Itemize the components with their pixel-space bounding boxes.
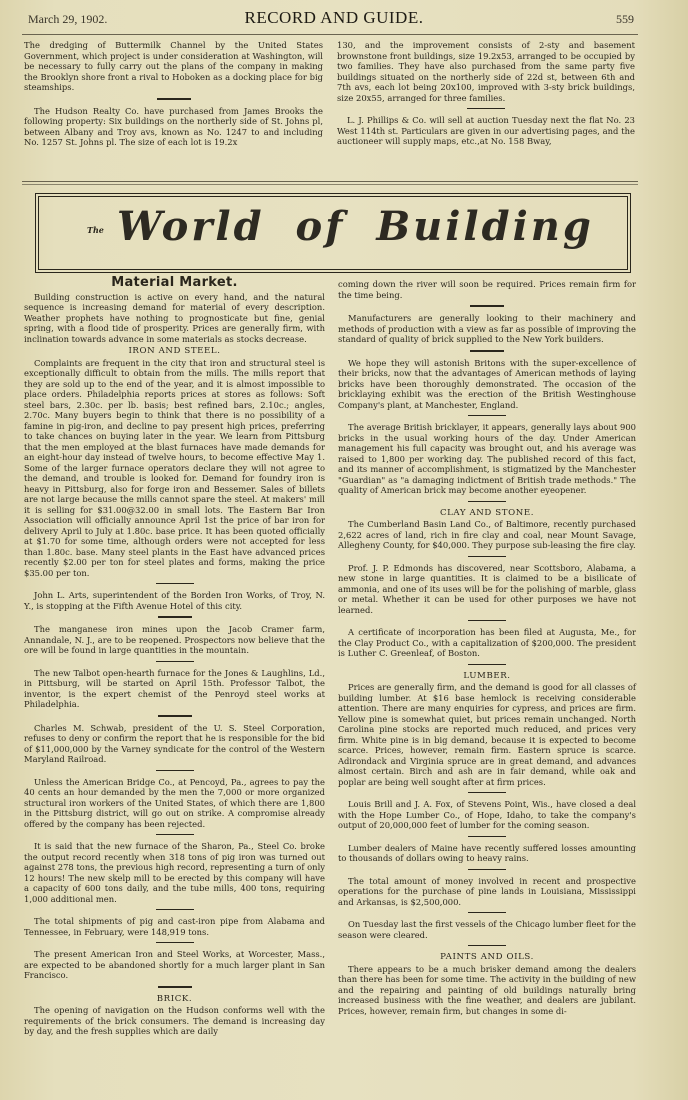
issue-date: March 29, 1902.	[28, 12, 108, 26]
separator	[468, 869, 506, 870]
header-rule	[22, 34, 638, 35]
separator	[467, 108, 505, 109]
separator	[156, 770, 194, 771]
separator	[468, 792, 506, 793]
separator	[156, 909, 194, 910]
separator	[468, 415, 506, 416]
top-left-column	[24, 40, 323, 148]
brick-heading: BRICK.	[156, 993, 193, 1004]
article-hudson-realty: The Hudson Realty Co. have purchased from James Brooks the following property: Six buildings on the northerly side of St. Johns pl, between Albany and Troy avs, known as No. 1247 to and including No. 1257 St. Johns pl. The size of each lot is 19.2x	[24, 105, 323, 147]
material-market-intro: Building construction is active on every hand, and the natural sequence is increasing demand for material of every description. Weather prophets have nothing to prognosticate but fine, genial spring, with a flood tide of prosperity. Prices are generally firm, with inclination towards advance in some materials as stocks decrease.	[24, 291, 325, 344]
brick-paragraph: We hope they will astonish Britons with the super-excellence of their bricks, now that the advantages of American methods of laying bricks have been thoroughly demonstrated. The occasion of the bricklaying exhibit was the erection of the British Westinghouse Company's plant, at Manchester, England.	[338, 357, 636, 410]
clay-paragraph: Prof. J. P. Edmonds has discovered, near Scottsboro, Alabama, a new stone in large quantities. It is claimed to be a bisilicate of ammonia, and one of its uses will be for the polishing of marble, glass or metal. Whether it can be used for other purposes we have not learned.	[338, 562, 636, 615]
brick-paragraph: Manufacturers are generally looking to their machinery and methods of production with a view as far as possible of improving the standard of quality of brick supplied to the New York builders.	[338, 313, 636, 344]
article-buttermilk-channel: The dredging of Buttermilk Channel by the United States Government, which project is under consideration at Washington, will be necessary to fully carry out the plans of the company in making the Brooklyn shore front a rival to Hoboken as a docking place for big steamships.	[24, 40, 323, 92]
article-hudson-realty-cont: 130, and the improvement consists of 2-sty and basement brownstone front buildings, size 19.2x53, arranged to be occupied by two families. They have also purchased from the same party five buildings situated on the northerly side of 22d st, between 6th and 7th avs, each lot being 20x100, improved with 3-sty brick buildings, size 20x55, arranged for three families.	[337, 40, 635, 103]
lumber-paragraph: The total amount of money involved in recent and prospective operations for the purchase of pine lands in Louisiana, Mississippi and Arkansas, is $2,500,000.	[338, 875, 636, 907]
iron-paragraph: The present American Iron and Steel Works, at Worcester, Mass., are expected to be abandoned shortly for a much larger plant in San Francisco.	[24, 949, 325, 980]
iron-paragraph: The manganese iron mines upon the Jacob Cramer farm, Annandale, N. J., are to be reopened. Prospectors now believe that the ore will be found in large quantities in the mountain.	[24, 624, 325, 655]
banner-title: World of Building	[117, 203, 594, 250]
separator	[156, 583, 194, 584]
right-column	[338, 279, 636, 1016]
clay-paragraph: A certificate of incorporation has been filed at Augusta, Me., for the Clay Product Co., with a capitalization of $200,000. The president is Luther C. Greenleaf, of Boston.	[338, 627, 636, 658]
brick-paragraph: The opening of navigation on the Hudson conforms well with the requirements of the brick consumers. The demand is increasing day by day, and the fresh supplies which are daily	[24, 1005, 325, 1036]
clay-stone-heading: CLAY AND STONE.	[439, 507, 535, 518]
separator	[468, 945, 506, 946]
separator	[156, 834, 194, 835]
iron-steel-heading: IRON AND STEEL.	[128, 346, 221, 356]
separator	[156, 942, 194, 943]
top-right-column	[337, 40, 635, 147]
iron-paragraph: John L. Arts, superintendent of the Borden Iron Works, of Troy, N. Y., is stopping at the Fifth Avenue Hotel of this city.	[24, 590, 325, 611]
separator	[470, 305, 504, 307]
material-market-title: Material Market.	[111, 275, 238, 290]
separator	[468, 556, 506, 557]
iron-paragraph: It is said that the new furnace of the Sharon, Pa., Steel Co. broke the output record recently when 318 tons of pig iron was turned out against 278 tons, the previous high record, representing a turn of only 12 hours! The new skelp mill to be erected by this company will have a capacity of 600 tons daily, and the tube mills, 400 tons, requiring 1,000 additional men.	[24, 841, 325, 904]
separator	[157, 98, 191, 100]
separator	[156, 661, 194, 662]
paints-paragraph: There appears to be a much brisker demand among the dealers than there has been for some time. The activity in the building of new and the repairing and painting of old buildings naturally bring increased business with the fine weather, and dealers are jubilant. Prices, however, remain firm, but changes in some di-	[338, 963, 636, 1016]
running-head	[28, 8, 640, 32]
banner-prefix: The	[87, 225, 104, 235]
separator	[468, 836, 506, 837]
separator	[468, 664, 506, 665]
lumber-heading: LUMBER.	[463, 670, 511, 681]
separator	[468, 620, 506, 621]
brick-paragraph: The average British bricklayer, it appears, generally lays about 900 bricks in the usual working hours of the day. Under American management his full capacity was brought out, and his average was raised to 1,800 per working day. The published record of this fact, and its manner of accomplishment, is stigmatized by the Manchester "Guardian" as "a damaging indictment of British trade methods." The quality of American brick may become another eyeopener.	[338, 422, 636, 495]
lumber-paragraph: On Tuesday last the first vessels of the Chicago lumber fleet for the season were cleared.	[338, 919, 636, 940]
lumber-paragraph: Prices are generally firm, and the demand is good for all classes of building lumber. At $16 base hemlock is receiving considerable attention. There are many enquiries for cypress, and prices are firm. Yellow pine is somewhat quiet, but prices remain unchanged. North Carolina pine stocks are reported much reduced, and prices very firm. White pine is in big demand, because it is expected to become scarce. Prices, however, remain firm. Eastern spruce is scarce. Adirondack and Virginia spruce are in great demand, and advances almost certain. Birch and ash are in fair demand, while oak and poplar are being well sought after at firm prices.	[338, 682, 636, 787]
iron-paragraph: The total shipments of pig and cast-iron pipe from Alabama and Tennessee, in February, were 148,919 tons.	[24, 916, 325, 937]
lumber-paragraph: Louis Brill and J. A. Fox, of Stevens Point, Wis., have closed a deal with the Hope Lumber Co., of Hope, Idaho, to take the company's output of 20,000,000 feet of lumber for the coming season.	[338, 799, 636, 830]
separator	[468, 912, 506, 913]
iron-paragraph: Complaints are frequent in the city that iron and structural steel is exceptionally difficult to obtain from the mills. The mills report that they are sold up to the end of the year, and it is almost impossible to place orders. Philadelphia reports prices at stores as follows: Soft steel bars, 2.30c. per lb. basis; best refined bars, 2.10c.; angles, 2.70c. Many buyers begin to think that there is no possibility of a famine in pig-iron, and decline to pay present high prices, preferring to take chances on buying later in the year. We learn from Pittsburg that the men employed at the blast furnaces have made demands for an eight-hour day instead of twelve hours, to become effective May 1. Some of the larger furnace operators declare they will not agree to the demand, and trouble is looked for. Demand for foundry iron is heavy in Pittsburg, also for forge iron and Bessemer. Sales of billets are not large because the mills cannot spare the steel. At makers' mill it is selling for $31.00@32.00 in small lots. The Eastern Bar Iron Association will officially announce April 1st the price of bar iron for delivery April to July at 1.80c. base price. It has been quoted officially at $1.70 for some time, although orders were not accepted for less than 1.80c. base. Many steel plants in the East have advanced prices recently $2.00 per ton for steel plates and forms, making the price $35.00 per ton.	[24, 357, 325, 578]
iron-paragraph: Unless the American Bridge Co., at Pencoyd, Pa., agrees to pay the 40 cents an hour demanded by the men the 7,000 or more organized structural iron workers of the United States, of which there are 1,800 in the Pittsburg district, will go out on strike. A compromise already offered by the company has been rejected.	[24, 776, 325, 829]
separator	[470, 350, 504, 352]
lumber-paragraph: Lumber dealers of Maine have recently suffered losses amounting to thousands of dollars owing to heavy rains.	[338, 842, 636, 863]
clay-paragraph: The Cumberland Basin Land Co., of Baltimore, recently purchased 2,622 acres of land, rich in fire clay and coal, near Mount Savage, Allegheny County, for $40,000. They purpose sub-leasing the fire clay.	[338, 519, 636, 550]
separator	[468, 501, 506, 502]
iron-paragraph: The new Talbot open-hearth furnace for the Jones & Laughlins, Ld., in Pittsburg, will be started on April 15th. Professor Talbot, the inventor, is the expert chemist of the Penroyd steel works at Philadelphia.	[24, 667, 325, 709]
brick-continued: coming down the river will soon be required. Prices remain firm for the time being.	[338, 279, 636, 300]
separator	[158, 715, 192, 717]
separator	[158, 616, 192, 618]
page-number: 559	[616, 12, 634, 26]
left-column	[24, 275, 325, 1037]
world-of-building-banner	[38, 196, 628, 270]
section-rule	[22, 181, 638, 185]
paints-oils-heading: PAINTS AND OILS.	[440, 952, 534, 962]
iron-paragraph: Charles M. Schwab, president of the U. S. Steel Corporation, refuses to deny or confirm the report that he is responsible for the bid of $11,000,000 by the Varney syndicate for the control of the Western Maryland Railroad.	[24, 722, 325, 764]
separator	[158, 986, 192, 988]
publication-title: RECORD AND GUIDE.	[244, 8, 424, 27]
article-phillips-auction: L. J. Phillips & Co. will sell at auction Tuesday next the flat No. 23 West 114th st. Particulars are given in our advertising pages, and the auctioneer will supply maps, etc.,at No. 158 Bway,	[337, 115, 635, 146]
